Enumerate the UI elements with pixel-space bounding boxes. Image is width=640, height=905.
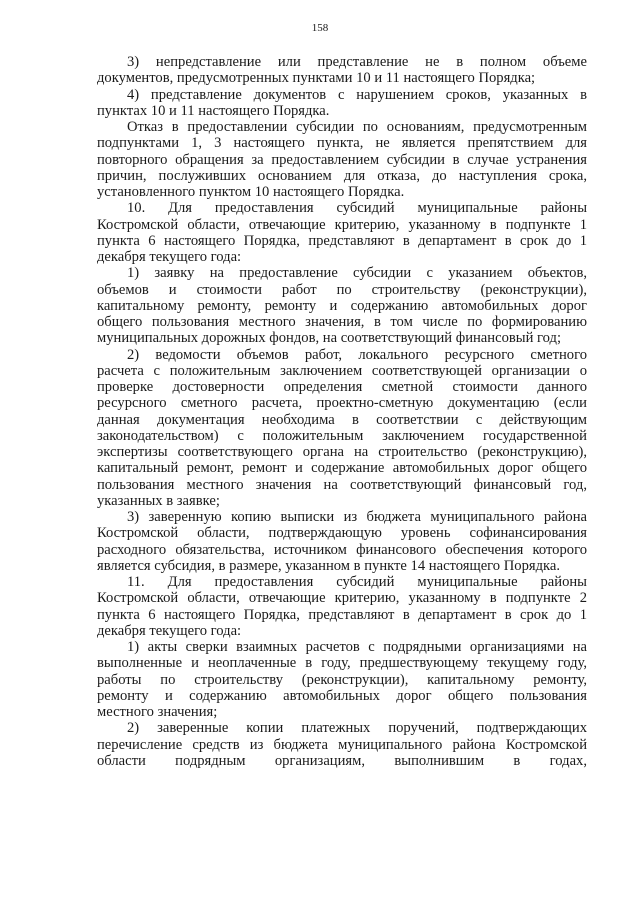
text-line: проверке достоверности определения сметной стоимости данного <box>97 379 587 395</box>
text-line: ремонту и содержанию автомобильных дорог общего пользования <box>97 687 587 704</box>
text-line: Костромской области, отвечающие критерию, указанному в подпункте 1 <box>97 216 587 233</box>
text-line: расходного обязательства, источником финансового обеспечения которого <box>97 541 587 558</box>
paragraph <box>97 574 587 639</box>
text-line: пункта 6 настоящего Порядка, представляют в департамент в срок до 1 <box>97 232 587 249</box>
text-line: перечисление средств из бюджета муниципального района Костромской <box>97 736 587 753</box>
text-line: экспертизы соответствующего органа на строительство (реконструкцию), <box>97 444 587 460</box>
text-line: местного значения; <box>97 704 218 720</box>
text-line: 11. Для предоставления субсидий муниципальные районы <box>127 574 587 590</box>
text-line: работы по строительству (реконструкции), капитальному ремонту, <box>97 671 587 688</box>
text-line: капитальный ремонт, ремонт и содержание автомобильных дорог общего <box>97 460 587 477</box>
paragraph <box>97 87 587 120</box>
text-line: законодательством) с положительным заключением государственной <box>97 427 587 444</box>
paragraph <box>97 200 587 265</box>
paragraph <box>97 720 587 769</box>
text-line: пункта 6 настоящего Порядка, представляют в департамент в срок до 1 <box>97 606 587 623</box>
text-line: общего пользования местного значения, в том числе по формированию <box>97 314 587 330</box>
document-body <box>97 54 587 769</box>
paragraph <box>97 639 587 720</box>
text-line: области подрядным организациям, выполнившим в годах, <box>97 752 587 769</box>
page-number: 158 <box>311 22 329 34</box>
text-line: пользования местного значения на соответствующий финансовый год, <box>97 476 587 493</box>
paragraph <box>97 347 587 510</box>
text-line: документов, предусмотренных пунктами 10 и 11 настоящего Порядка; <box>97 70 536 87</box>
text-line: 1) акты сверки взаимных расчетов с подрядными организациями на <box>127 639 587 655</box>
text-line: объемов и стоимости работ по строительству (реконструкции), <box>97 281 587 298</box>
text-line: капитальному ремонту, ремонту и содержанию автомобильных дорог <box>97 297 587 314</box>
text-line: пунктах 10 и 11 настоящего Порядка. <box>97 102 330 119</box>
text-line: Костромской области, подтверждающую уровень софинансирования <box>97 525 587 542</box>
paragraph <box>97 265 587 346</box>
text-line: указанных в заявке; <box>97 492 220 509</box>
text-line: установленного пунктом 10 настоящего Порядка. <box>97 184 405 200</box>
text-line: декабря текущего года: <box>97 622 242 639</box>
paragraph <box>97 54 587 87</box>
text-line: данная документация необходима в соответствии с действующим <box>97 411 587 428</box>
text-line: 3) непредставление или представление не в полном объеме <box>127 54 587 70</box>
text-line: расчета с положительным заключением соответствующей организации о <box>97 362 587 379</box>
text-line: выполненные и неоплаченные в году, предшествующему текущему году, <box>97 655 587 672</box>
paragraph <box>97 119 587 200</box>
text-line: 10. Для предоставления субсидий муниципальные районы <box>127 200 587 217</box>
text-line: является субсидия, в размере, указанном в пункте 14 настоящего Порядка. <box>97 557 561 574</box>
text-line: Отказ в предоставлении субсидии по основаниям, предусмотренным <box>127 119 587 135</box>
text-line: ресурсного сметного расчета, проектно-сметную документацию (если <box>97 395 587 412</box>
text-line: 2) заверенные копии платежных поручений, подтверждающих <box>127 720 587 737</box>
paragraph <box>97 509 587 574</box>
text-line: 3) заверенную копию выписки из бюджета муниципального района <box>127 509 587 525</box>
text-line: 4) представление документов с нарушением сроков, указанных в <box>127 86 587 103</box>
text-line: 2) ведомости объемов работ, локального ресурсного сметного <box>127 346 587 363</box>
text-line: 1) заявку на предоставление субсидии с указанием объектов, <box>127 265 587 282</box>
text-line: повторного обращения за предоставлением субсидии в случае устранения <box>97 151 587 168</box>
text-line: причин, послуживших основанием для отказа, до наступления срока, <box>97 167 587 184</box>
text-line: муниципальных дорожных фондов, на соответствующий финансовый год; <box>97 330 562 347</box>
text-line: подпунктами 1, 3 настоящего пункта, не является препятствием для <box>97 135 587 152</box>
text-line: Костромской области, отвечающие критерию, указанному в подпункте 2 <box>97 590 587 607</box>
text-line: декабря текущего года: <box>97 249 242 265</box>
